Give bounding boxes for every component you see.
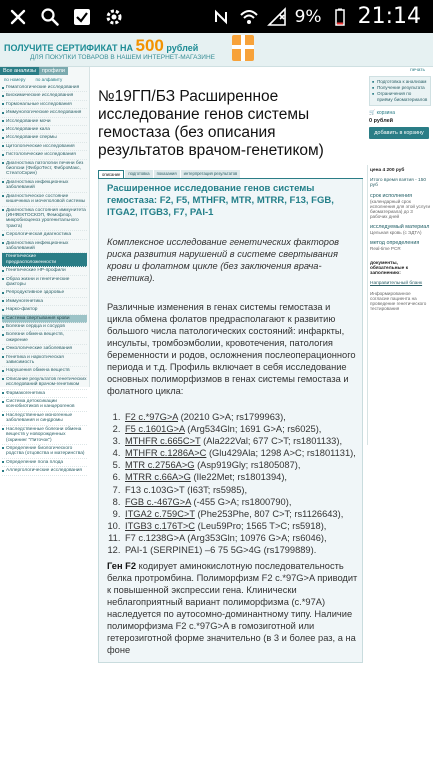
polymorphism-desc: (Glu429Ala; 1298 A>C; rs1801131), bbox=[206, 448, 356, 459]
sidebar-item[interactable]: Диагностика инфекционных заболеваний bbox=[2, 240, 87, 254]
wifi-icon bbox=[239, 7, 259, 27]
polymorphism-desc: (Leu59Pro; 1565 T>C; rs5918), bbox=[195, 520, 327, 531]
battery-icon bbox=[330, 7, 350, 27]
cart-label[interactable] bbox=[369, 110, 433, 116]
check-icon bbox=[72, 7, 92, 27]
article-paragraph: Различные изменения в генах системы гемостаза и цикла обмена фолатов предрасполагают к развитию большого числа патологических состояний: инфаркты, инсульты, тромбоэмболии, кровотечения, патология беременности и родов, осложнения послеоперационного периода и т.д. Профиль включает в себя исследование основных полиморфизмов в генах системы гемостаза и фолатного цикла: bbox=[107, 302, 356, 396]
polymorphism-code[interactable]: MTHFR c.1286A>C bbox=[125, 448, 207, 459]
sidebar-item[interactable]: Гормональные исследования bbox=[2, 101, 87, 109]
content-tabs bbox=[98, 170, 363, 179]
sidebar-item[interactable]: Серологическая диагностика bbox=[2, 231, 87, 239]
polymorphism-item bbox=[123, 447, 356, 459]
help-link-results[interactable]: ■ Получение результата bbox=[372, 85, 428, 91]
tab-profiles[interactable]: профили bbox=[39, 67, 68, 75]
promo-banner[interactable] bbox=[0, 33, 433, 67]
sidebar-item[interactable]: Генетика и наркотическая зависимость bbox=[2, 354, 87, 368]
sidebar-item[interactable]: Исследование спермы bbox=[2, 134, 87, 142]
test-info bbox=[367, 165, 433, 445]
polymorphism-code[interactable]: ITGB3 c.176T>C bbox=[125, 520, 196, 531]
sidebar-item[interactable]: Исследование мочи bbox=[2, 118, 87, 126]
polymorphism-desc: (Asp919Gly; rs1805087), bbox=[194, 460, 301, 471]
polymorphism-desc: (Ala222Val; 677 C>T; rs1801133), bbox=[200, 436, 343, 447]
close-icon bbox=[8, 7, 28, 27]
polymorphism-desc: (-455 G>A; rs1800790), bbox=[190, 496, 292, 507]
banner-amount: 500 bbox=[135, 36, 164, 55]
gene-f2-text: кодирует аминокислотную последовательность белка протромбина. Полиморфизм F2 c.*97G>A приводит к повышенной экспрессии гена. Клинически неблагоприятный вариант полиморфизма (c.*97A) наследуется по аутосомно-доминантному типу. Наличие полиморфизма F2 c.*97G>A в гомозиготной или гетерозиготной форме значительно (в 3 и более раз, а на фоне bbox=[107, 561, 358, 656]
documents-heading: документы, обязательные к заполнению: bbox=[370, 261, 409, 276]
tab-description[interactable]: описание bbox=[98, 170, 124, 178]
polymorphism-code: F7 c.1238G>A bbox=[125, 532, 185, 543]
sidebar-item[interactable]: Аллергологические исследования bbox=[2, 467, 87, 475]
polymorphism-desc: (20210 G>A; rs1799963), bbox=[177, 412, 286, 422]
battery-percent: 9% bbox=[294, 6, 322, 27]
polymorphism-item bbox=[123, 484, 356, 496]
sidebar-item[interactable]: Система детоксикации ксенобиотиков и канцерогенов bbox=[2, 398, 87, 412]
tab-indications[interactable]: показания bbox=[154, 170, 180, 178]
method-value: Real-time PCR bbox=[370, 246, 401, 251]
sidebar-item[interactable]: Генетические HP-профили bbox=[2, 267, 87, 275]
add-to-cart-button[interactable]: добавить в корзину bbox=[369, 127, 429, 139]
help-links bbox=[369, 76, 431, 106]
price: цена 4 200 руб bbox=[370, 168, 405, 173]
polymorphism-code: F13 c.103G>T bbox=[125, 484, 185, 495]
help-link-preparation[interactable]: ■ Подготовка к анализам bbox=[372, 79, 428, 85]
polymorphism-code[interactable]: MTR c.2756A>G bbox=[125, 460, 195, 471]
sidebar-item[interactable]: Гистологические исследования bbox=[2, 151, 87, 159]
help-link-restrictions[interactable]: ■ Ограничения по приёму биоматериалов bbox=[372, 91, 428, 103]
sidebar-item[interactable]: Диагностика патологии печени без биопсии (ФиброТест, ФиброМакс, СтеатоСкрин) bbox=[2, 160, 87, 179]
polymorphism-desc: (Arg353Gln; 10976 G>A; rs6046), bbox=[184, 532, 327, 543]
sidebar-item[interactable]: Определение пола плода bbox=[2, 459, 87, 467]
polymorphism-desc: (Ile22Met; rs1801394), bbox=[190, 472, 287, 483]
article-intro: Комплексное исследование генетических факторов риска развития нарушений в системе свертывания крови и фолатном цикле (без заключения врача-генетика). bbox=[107, 237, 339, 283]
banner-prefix: ПОЛУЧИТЕ СЕРТИФИКАТ НА bbox=[4, 43, 133, 53]
sidebar-item[interactable]: Фармакогенетика bbox=[2, 390, 87, 398]
gene-f2-paragraph bbox=[107, 560, 362, 656]
article-body bbox=[98, 179, 363, 663]
polymorphism-item bbox=[123, 471, 356, 483]
sidebar-item[interactable]: Гематологические исследования bbox=[2, 84, 87, 92]
polymorphism-item bbox=[123, 496, 356, 508]
tab-all-tests[interactable]: Все анализы bbox=[0, 67, 39, 75]
sidebar-item[interactable]: Диагностика состояния иммунитета (ИНФЕКТОСКОП, Фемофлор, микробиоценоз урогенитального тракта) bbox=[2, 207, 87, 232]
sidebar-item[interactable]: Наследственные моногенные заболевания и синдромы bbox=[2, 412, 87, 426]
polymorphism-item bbox=[123, 520, 356, 532]
banner-headline bbox=[4, 36, 198, 56]
sidebar-item[interactable]: Описание результатов генетических исследований врачом-генетиком bbox=[2, 376, 87, 390]
sidebar-list bbox=[0, 84, 89, 476]
sidebar-item[interactable]: Диагностика инфекционных заболеваний bbox=[2, 179, 87, 193]
main-content bbox=[90, 88, 367, 663]
sidebar-item[interactable]: Биохимические исследования bbox=[2, 92, 87, 100]
sidebar-tabs bbox=[0, 67, 89, 75]
sidebar-item[interactable]: Исследование кала bbox=[2, 126, 87, 134]
tab-interpretation[interactable]: интерпретация результатов bbox=[181, 170, 241, 178]
sidebar-item[interactable]: Иммунологические исследования bbox=[2, 109, 87, 117]
polymorphism-list bbox=[107, 411, 356, 556]
deadline-heading: срок исполнения bbox=[370, 193, 413, 199]
polymorphism-code[interactable]: MTHFR c.665C>T bbox=[125, 436, 201, 447]
polymorphism-item bbox=[123, 544, 356, 556]
sidebar-item[interactable]: Репродуктивное здоровье bbox=[2, 289, 87, 297]
cart-icon: 🛒 bbox=[369, 110, 376, 116]
deadline-value: (календарный срок исполнения для этой услуги биоматериала) до 3 рабочих дней bbox=[370, 199, 431, 219]
consent-note: Информированное согласие пациента на проведение генетического тестирования bbox=[370, 291, 427, 311]
polymorphism-item bbox=[123, 508, 356, 520]
search-icon bbox=[40, 7, 60, 27]
article-title: Расширенное исследование генов системы гемостаза: F2, F5, MTHFR, MTR, MTRR, F13, FGB, ITGA2, ITGB3, F7, PAI-1 bbox=[107, 183, 334, 218]
sidebar-item[interactable]: Наследственные болезни обмена веществ у новорожденных (скрининг "Питочок") bbox=[2, 426, 87, 445]
sidebar-item[interactable]: Нарко-фактор bbox=[2, 306, 87, 314]
sort-links bbox=[0, 75, 89, 84]
polymorphism-item bbox=[123, 532, 356, 544]
sidebar-item[interactable]: Болезни сердца и сосудов bbox=[2, 323, 87, 331]
polymorphism-code[interactable]: ITGA2 c.759C>T bbox=[125, 508, 195, 519]
print-link[interactable]: печать bbox=[410, 68, 425, 73]
polymorphism-code[interactable]: F5 c.1601G>A bbox=[125, 424, 185, 435]
page-title: №19ГП/БЗ Расширенное исследование генов системы гемостаза (без описания результатов врачом-генетиком) bbox=[98, 88, 324, 159]
referral-form-link[interactable]: Направительный бланк bbox=[370, 281, 423, 286]
banner-subtitle: ДЛЯ ПОКУПКИ ТОВАРОВ В НАШЕМ ИНТЕРНЕТ-МАГАЗИНЕ bbox=[30, 54, 215, 61]
banner-suffix: рублей bbox=[166, 43, 199, 53]
sidebar-item[interactable]: Онкологические заболевания bbox=[2, 345, 87, 353]
polymorphism-code[interactable]: FGB c.-467G>A bbox=[125, 496, 191, 507]
polymorphism-code: PAI-1 (SERPINE1) –6 75 5G>4G (rs1799889). bbox=[125, 545, 317, 556]
polymorphism-desc: (Phe253Phe, 807 C>T; rs1126643), bbox=[194, 508, 344, 519]
right-column bbox=[367, 67, 433, 139]
material-value: Цельная кровь (с ЭДТА) bbox=[370, 230, 422, 235]
sidebar-item[interactable]: Болезни обмена веществ, ожирение bbox=[2, 331, 87, 345]
sort-by-alphabet-link[interactable]: по алфавиту bbox=[35, 77, 63, 82]
clock: 21:14 bbox=[357, 4, 421, 29]
gene-f2-label: Ген F2 bbox=[107, 561, 137, 572]
polymorphism-code[interactable]: F2 c.*97G>A bbox=[125, 412, 178, 422]
method-heading: метод определения bbox=[370, 240, 420, 246]
no-signal-icon bbox=[267, 7, 287, 27]
sidebar-item[interactable]: Образ жизни и генетические факторы bbox=[2, 276, 87, 290]
polymorphism-item bbox=[123, 423, 356, 435]
sidebar bbox=[0, 67, 90, 474]
sidebar-item[interactable]: Нарушения обмена веществ bbox=[2, 367, 87, 375]
tab-preparation[interactable]: подготовка bbox=[125, 170, 152, 178]
sidebar-item[interactable]: Иммуногенетика bbox=[2, 298, 87, 306]
sort-by-number-link[interactable]: по номеру bbox=[4, 77, 26, 82]
polymorphism-desc: (I63T; rs5985), bbox=[184, 484, 248, 495]
material-heading: исследуемый материал bbox=[370, 224, 430, 230]
sidebar-item[interactable]: Диагностическое состояние кишечника и мочеполовой системы bbox=[2, 193, 87, 207]
polymorphism-desc: (Arg534Gln; 1691 G>A; rs6025), bbox=[184, 424, 322, 435]
sidebar-item[interactable]: Цитологические исследования bbox=[2, 143, 87, 151]
gift-icon bbox=[232, 35, 254, 61]
polymorphism-item bbox=[123, 459, 356, 471]
cart-label-text: корзина bbox=[376, 110, 396, 116]
sidebar-item[interactable]: Система свертывания крови bbox=[2, 315, 87, 323]
gear-icon bbox=[104, 7, 124, 27]
polymorphism-item bbox=[123, 411, 356, 423]
polymorphism-item bbox=[123, 435, 356, 447]
polymorphism-code[interactable]: MTRR c.66A>G bbox=[125, 472, 191, 483]
sidebar-item[interactable]: Определение биологического родства (отцовства и материнства) bbox=[2, 445, 87, 459]
nfc-icon bbox=[211, 7, 231, 27]
sidebar-item[interactable]: Генетические предрасположенности bbox=[2, 253, 87, 267]
cart bbox=[369, 110, 433, 139]
price-note: Итого время взятия - 150 руб bbox=[370, 178, 427, 188]
cart-total: 0 рублей bbox=[369, 118, 394, 124]
status-bar bbox=[0, 0, 433, 33]
